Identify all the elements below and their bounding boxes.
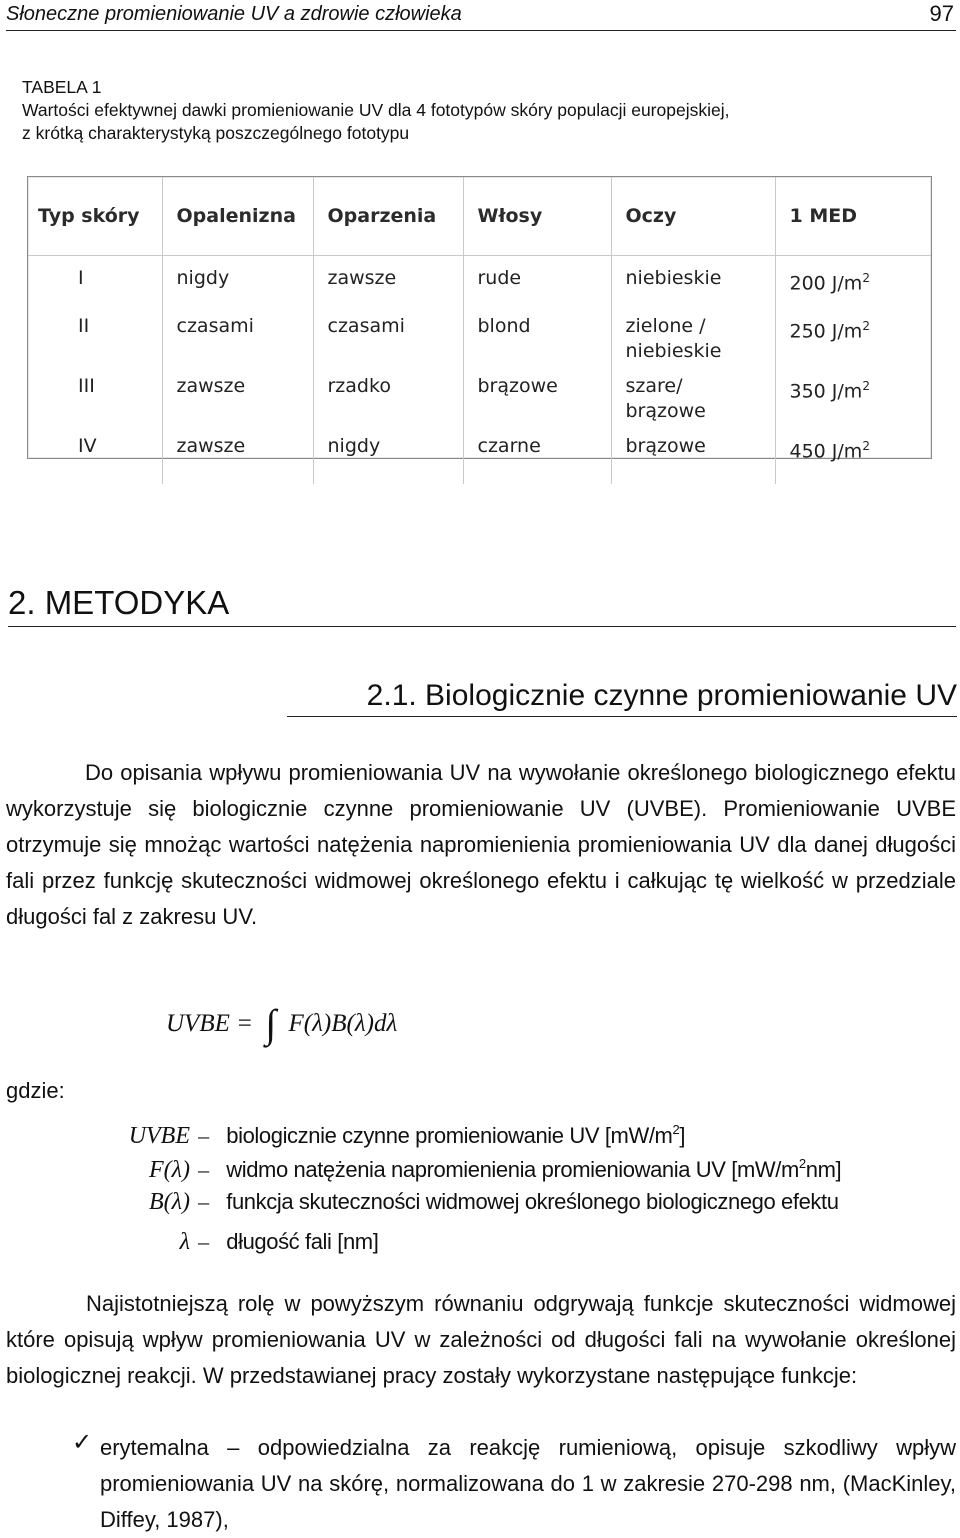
table-cell: czasami [162, 304, 313, 364]
table-cell [775, 424, 931, 484]
table-row [28, 256, 931, 305]
skin-phototype-table [27, 176, 932, 463]
running-head [6, 0, 956, 31]
table-row [28, 424, 931, 484]
med-exponent: 2 [862, 439, 870, 453]
definition-text: funkcja skuteczności widmowej określonego biologicznego efektu [226, 1189, 839, 1214]
table-caption-line-2: z krótką charakterystyką poszczególnego fototypu [22, 123, 410, 143]
column-header: Oczy [611, 177, 775, 256]
table-cell [611, 256, 775, 305]
subsection-heading: 2.1. Biologicznie czynne promieniowanie UV [287, 676, 957, 717]
table-cell: I [28, 256, 162, 305]
column-header: Typ skóry [28, 177, 162, 256]
table-cell [611, 304, 775, 364]
med-value: 200 J/m [789, 272, 863, 295]
med-exponent: 2 [862, 271, 870, 285]
definition-row [86, 1184, 839, 1220]
table-cell: II [28, 304, 162, 364]
definition-text: długość fali [nm] [226, 1229, 379, 1254]
definition-row [86, 1224, 378, 1260]
paragraph-spectral-functions: Najistotniejszą rolę w powyższym równaniu odgrywają funkcje skuteczności widmowej które opisują wpływ promieniowania UV w zależności od długości fali na wywołanie określonej biologicznej reakcji. W przedstawianej pracy zostały wykorzystane następujące funkcje: [6, 1291, 956, 1388]
definition-symbol: F(λ) [148, 1157, 190, 1183]
table-cell [775, 364, 931, 424]
eyes-line: szare/ [625, 375, 683, 397]
med-exponent: 2 [862, 319, 870, 333]
bullet-item-erythema: erytemalna – odpowiedzialna za reakcję rumieniową, opisuje szkodliwy wpływ promieniowania UV na skórę, normalizowana do 1 w zakresie 270-298 nm, (MacKinley, Diffey, 1987), [100, 1435, 956, 1532]
table-cell: zawsze [162, 364, 313, 424]
column-header: Opalenizna [162, 177, 313, 256]
table-label: TABELA 1 [22, 77, 102, 97]
definition-dash: – [198, 1229, 210, 1254]
eyes-line: brązowe [625, 435, 706, 457]
formula-rhs: F(λ)B(λ)dλ [288, 1010, 398, 1037]
table-cell [611, 424, 775, 484]
table-cell: III [28, 364, 162, 424]
eyes-line: niebieskie [625, 340, 722, 362]
table-cell: czarne [463, 424, 611, 484]
table-cell: zawsze [313, 256, 463, 305]
definition-text: widmo natężenia napromienienia promieniowania UV $[mW/m^2nm]$ [226, 1156, 842, 1182]
definition-text: biologicznie czynne promieniowanie UV $[mW/m^2]$ [226, 1122, 686, 1148]
definition-row [86, 1112, 685, 1148]
table-cell: IV [28, 424, 162, 484]
table-cell [775, 304, 931, 364]
column-header: Włosy [463, 177, 611, 256]
table-caption [22, 76, 942, 145]
med-value: 250 J/m [789, 320, 863, 343]
table-cell [611, 364, 775, 424]
formula-lhs: UVBE = [166, 1010, 253, 1037]
table-cell: zawsze [162, 424, 313, 484]
eyes-line: brązowe [625, 400, 706, 422]
definition-dash: – [198, 1123, 210, 1148]
table-caption-line-1: Wartości efektywnej dawki promieniowanie UV dla 4 fototypów skóry populacji europejskiej, [22, 100, 730, 120]
definition-dash: – [198, 1189, 210, 1214]
definition-symbol: λ [179, 1229, 190, 1255]
table-cell: brązowe [463, 364, 611, 424]
running-title: Słoneczne promieniowanie UV a zdrowie człowieka [6, 3, 462, 25]
eyes-line: zielone / [625, 315, 706, 337]
table-cell: blond [463, 304, 611, 364]
definition-symbol: UVBE [128, 1123, 190, 1149]
table-cell [775, 256, 931, 305]
table-cell: rzadko [313, 364, 463, 424]
paragraph-uvbe-intro: Do opisania wpływu promieniowania UV na wywołanie określonego biologicznego efektu wykorzystuje się biologicznie czynne promieniowanie UV (UVBE). Promieniowanie UVBE otrzymuje się mnożąc wartości natężenia napromienienia promieniowania UV dla danej długości fali przez funkcję skuteczności widmowej określonego efektu i całkując tę wielkość w przedziale długości fal z zakresu UV. [6, 760, 956, 929]
med-value: 450 J/m [789, 440, 863, 463]
uvbe-formula [166, 1000, 397, 1047]
definition-dash: – [198, 1157, 210, 1182]
where-label: gdzie: [6, 1078, 65, 1103]
definition-symbol: B(λ) [148, 1189, 190, 1215]
column-header: Oparzenia [313, 177, 463, 256]
table-row [28, 364, 931, 424]
med-value: 350 J/m [789, 380, 863, 403]
page-number: 97 [929, 1, 954, 26]
table-cell: czasami [313, 304, 463, 364]
table-cell: rude [463, 256, 611, 305]
checkmark-icon: ✓ [72, 1428, 93, 1456]
section-heading: 2. METODYKA [8, 580, 956, 627]
column-header: 1 MED [775, 177, 931, 256]
table-row [28, 304, 931, 364]
integral-sign: ∫ [265, 1001, 277, 1046]
table-cell: nigdy [313, 424, 463, 484]
table-header-row [28, 177, 931, 256]
definition-row [86, 1146, 841, 1182]
table-cell: nigdy [162, 256, 313, 305]
med-exponent: 2 [862, 379, 870, 393]
eyes-line: niebieskie [625, 267, 722, 289]
